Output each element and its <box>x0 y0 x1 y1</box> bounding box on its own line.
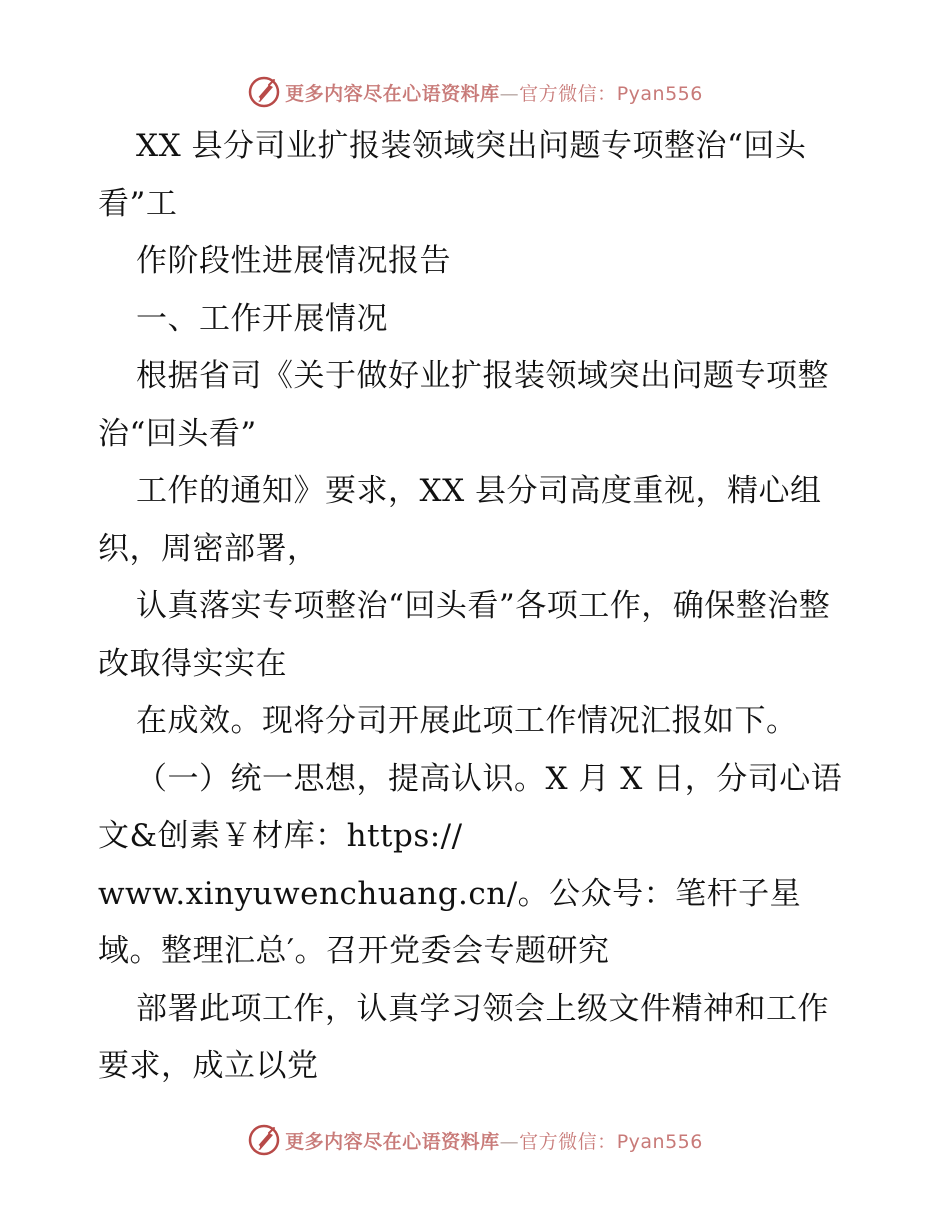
quill-logo-icon <box>247 1123 281 1157</box>
section-heading: 一、工作开展情况 <box>136 300 388 337</box>
paragraph: （一）统一思想，提高认识。X 月 X 日，分司心语文&创素￥材库：https:// <box>98 760 843 854</box>
doc-title-line-2: 作阶段性进展情况报告 <box>136 243 451 279</box>
watermark-text: 更多内容尽在心语资料库—官方微信：Pyan556 <box>285 82 703 105</box>
paragraph: 认真落实专项整治“回头看”各项工作，确保整治整改取得实实在 <box>98 588 831 682</box>
header-watermark <box>0 72 950 112</box>
paragraph: 部署此项工作，认真学习领会上级文件精神和工作要求，成立以党 <box>98 990 829 1084</box>
footer-watermark <box>0 1120 950 1160</box>
watermark-text: 更多内容尽在心语资料库—官方微信：Pyan556 <box>285 1130 703 1153</box>
quill-logo-icon <box>247 75 281 109</box>
paragraph: www.xinyuwenchuang.cn/。公众号：笔杆子星域。整理汇总′。召开党委会专题研究 <box>98 875 802 969</box>
paragraph: 根据省司《关于做好业扩报装领域突出问题专项整治“回头看” <box>98 358 829 452</box>
doc-title-line-1: XX 县分司业扩报装领域突出问题专项整治“回头看”工 <box>98 128 807 222</box>
paragraph: 在成效。现将分司开展此项工作情况汇报如下。 <box>136 703 798 739</box>
document-body <box>98 118 858 1096</box>
paragraph: 工作的通知》要求，XX 县分司高度重视，精心组织，周密部署， <box>98 473 822 567</box>
